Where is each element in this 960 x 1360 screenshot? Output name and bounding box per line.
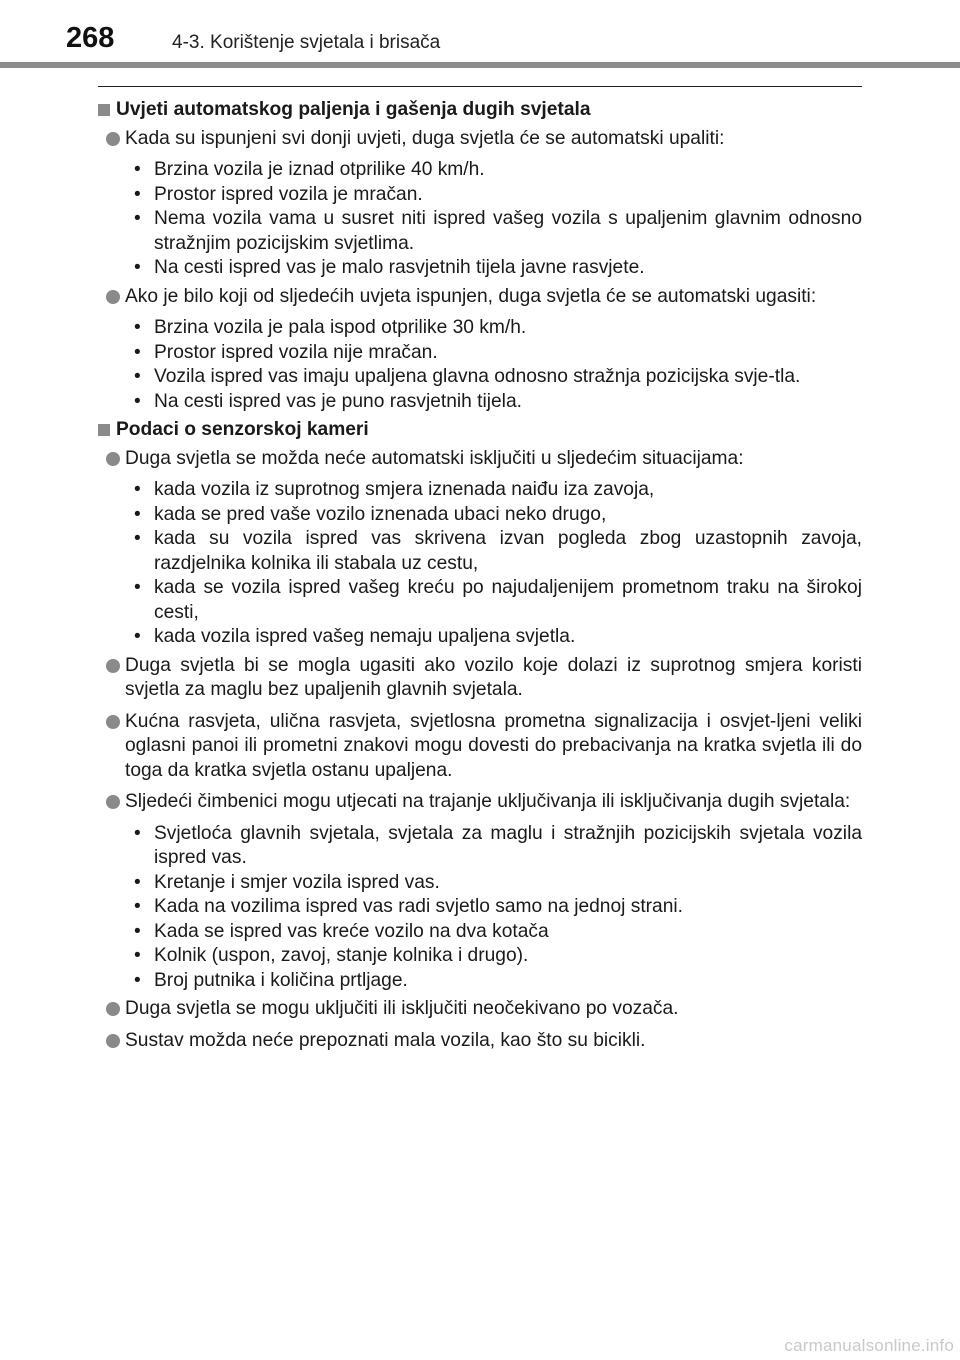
item-text: Duga svjetla se možda neće automatski isključiti u sljedećim situacijama:: [125, 447, 744, 469]
bullet-dot-icon: •: [134, 626, 141, 647]
sub-bullet-text: Na cesti ispred vas je malo rasvjetnih tijela javne rasvjete.: [154, 257, 645, 278]
section-heading: [98, 418, 862, 443]
sub-bullet-text: Kada se ispred vas kreće vozilo na dva kotača: [154, 920, 549, 942]
sub-bullet-item: [134, 341, 862, 366]
item-text: Kada su ispunjeni svi donji uvjeti, duga svjetla će se automatski upaliti:: [125, 127, 725, 149]
sub-bullet-text: Brzina vozila je pala ispod otprilike 30 km/h.: [154, 317, 527, 338]
bullet-dot-icon: •: [134, 257, 141, 278]
list-item: [98, 285, 862, 310]
sub-bullet-list: [98, 158, 862, 281]
sub-bullet-text: kada vozila ispred vašeg nemaju upaljena svjetla.: [154, 626, 576, 647]
section-heading-text: Podaci o senzorskoj kameri: [116, 419, 369, 440]
item-text: Sustav možda neće prepoznati mala vozila, kao što su bicikli.: [125, 1029, 646, 1051]
square-marker-icon: [98, 104, 110, 116]
bullet-dot-icon: •: [134, 366, 141, 387]
list-item: [98, 1029, 862, 1054]
bullet-dot-icon: •: [134, 871, 141, 893]
sub-bullet-item: [134, 183, 862, 208]
sub-bullet-item: [134, 158, 862, 183]
sub-bullet-text: Kada na vozilima ispred vas radi svjetlo samo na jednoj strani.: [154, 896, 683, 917]
circle-bullet-icon: [106, 1034, 120, 1048]
circle-bullet-icon: [106, 452, 120, 466]
sub-bullet-item: [134, 920, 862, 945]
sub-bullet-text: Nema vozila vama u susret niti ispred vašeg vozila s upaljenim glavnim odnosno stražnjim pozicijskim svjetlima.: [154, 208, 862, 254]
item-text: Sljedeći čimbenici mogu utjecati na trajanje uključivanja ili isključivanja dugih svjetala:: [125, 791, 851, 812]
circle-bullet-icon: [106, 290, 120, 304]
sub-bullet-list: [98, 316, 862, 414]
bullet-dot-icon: •: [134, 896, 141, 917]
bullet-dot-icon: •: [134, 969, 141, 991]
sub-bullet-item: [134, 944, 862, 969]
item-text: Duga svjetla se mogu uključiti ili isključiti neočekivano po vozača.: [125, 998, 679, 1019]
sub-bullet-list: [98, 822, 862, 994]
page-number: 268: [66, 22, 115, 54]
sub-bullet-item: [134, 478, 862, 503]
sub-bullet-item: [134, 895, 862, 920]
bullet-dot-icon: •: [134, 183, 141, 205]
sub-bullet-item: [134, 503, 862, 528]
sub-bullet-text: Na cesti ispred vas je puno rasvjetnih tijela.: [154, 390, 522, 412]
bullet-dot-icon: •: [134, 528, 141, 549]
sub-bullet-item: [134, 527, 862, 576]
sub-bullet-text: Prostor ispred vozila je mračan.: [154, 183, 423, 205]
list-item: [98, 997, 862, 1022]
circle-bullet-icon: [106, 659, 120, 673]
page-content: [98, 94, 862, 1060]
content-top-rule: [98, 86, 862, 87]
sub-bullet-item: [134, 822, 862, 871]
bullet-dot-icon: •: [134, 503, 141, 525]
list-item: [98, 654, 862, 703]
bullet-dot-icon: •: [134, 945, 141, 966]
sub-bullet-text: Svjetloća glavnih svjetala, svjetala za maglu i stražnjih pozicijskih svjetala vozila ispred vas.: [154, 822, 862, 868]
item-text: Duga svjetla bi se mogla ugasiti ako vozilo koje dolazi iz suprotnog smjera koristi svjetla za maglu bez upaljenih glavnih svjetala.: [125, 654, 862, 700]
item-text: Kućna rasvjeta, ulična rasvjeta, svjetlosna prometna signalizacija i osvjet-ljeni veliki oglasni panoi ili prometni znakovi mogu dovesti do prebacivanja na kratka svjetla ili do toga da kratka svjetla ostanu upaljena.: [125, 710, 862, 781]
sub-bullet-text: Kolnik (uspon, zavoj, stanje kolnika i drugo).: [154, 945, 529, 966]
list-item: [98, 710, 862, 784]
item-text: Ako je bilo koji od sljedećih uvjeta ispunjen, duga svjetla će se automatski ugasiti:: [125, 285, 817, 307]
sub-bullet-text: Prostor ispred vozila nije mračan.: [154, 341, 438, 363]
section-heading-text: Uvjeti automatskog paljenja i gašenja dugih svjetala: [116, 99, 591, 120]
sub-bullet-text: kada su vozila ispred vas skrivena izvan pogleda zbog uzastopnih zavoja, razdjelnika kolnika ili stabala uz cestu,: [154, 528, 862, 574]
sub-bullet-item: [134, 365, 862, 390]
sub-bullet-text: kada se pred vaše vozilo iznenada ubaci neko drugo,: [154, 503, 607, 525]
list-item: [98, 447, 862, 472]
sub-bullet-item: [134, 969, 862, 994]
circle-bullet-icon: [106, 715, 120, 729]
sub-bullet-item: [134, 207, 862, 256]
circle-bullet-icon: [106, 795, 120, 809]
page-header: [0, 0, 960, 70]
sub-bullet-item: [134, 390, 862, 415]
sub-bullet-list: [98, 478, 862, 650]
square-marker-icon: [98, 424, 110, 436]
sub-bullet-text: Brzina vozila je iznad otprilike 40 km/h.: [154, 159, 485, 180]
bullet-dot-icon: •: [134, 822, 141, 844]
sub-bullet-item: [134, 256, 862, 281]
bullet-dot-icon: •: [134, 208, 141, 229]
sub-bullet-text: Vozila ispred vas imaju upaljena glavna odnosno stražnja pozicijska svje-tla.: [154, 366, 801, 387]
sub-bullet-text: Broj putnika i količina prtljage.: [154, 969, 408, 991]
bullet-dot-icon: •: [134, 920, 141, 942]
bullet-dot-icon: •: [134, 159, 141, 180]
header-divider: [0, 62, 960, 68]
section-heading: [98, 98, 862, 123]
sub-bullet-item: [134, 316, 862, 341]
circle-bullet-icon: [106, 132, 120, 146]
sub-bullet-item: [134, 576, 862, 625]
sub-bullet-text: kada se vozila ispred vašeg kreću po najudaljenijem prometnom traku na širokoj cesti,: [154, 577, 862, 623]
bullet-dot-icon: •: [134, 390, 141, 412]
bullet-dot-icon: •: [134, 577, 141, 598]
sub-bullet-item: [134, 871, 862, 896]
bullet-dot-icon: •: [134, 317, 141, 338]
sub-bullet-item: [134, 625, 862, 650]
list-item: [98, 127, 862, 152]
list-item: [98, 790, 862, 815]
bullet-dot-icon: •: [134, 341, 141, 363]
circle-bullet-icon: [106, 1002, 120, 1016]
sub-bullet-text: Kretanje i smjer vozila ispred vas.: [154, 871, 440, 893]
bullet-dot-icon: •: [134, 479, 141, 500]
watermark: carmanualsonline.info: [784, 1336, 954, 1355]
sub-bullet-text: kada vozila iz suprotnog smjera iznenada naiđu iza zavoja,: [154, 479, 655, 500]
chapter-title: 4-3. Korištenje svjetala i brisača: [172, 32, 441, 53]
